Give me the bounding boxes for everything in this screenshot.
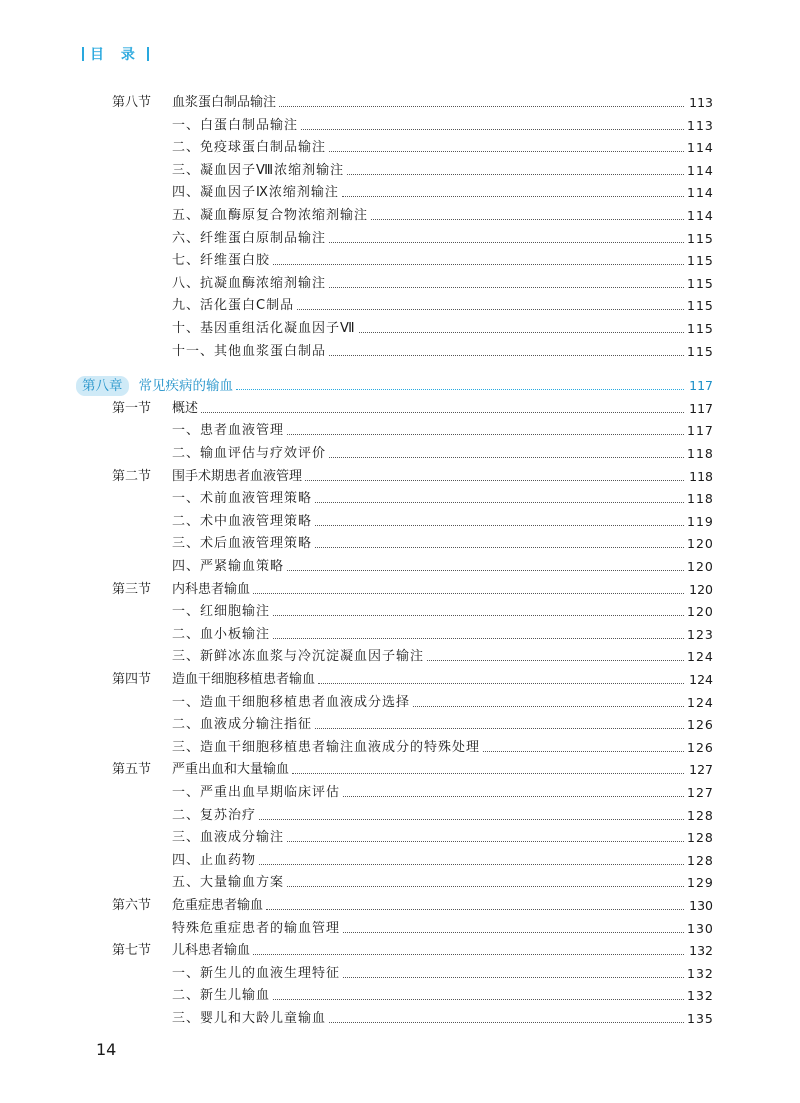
- entry-page-number: 119: [687, 513, 714, 529]
- entry-title: 儿科患者输血: [172, 943, 251, 959]
- dot-leader: [287, 840, 684, 842]
- entry-page-number: 132: [687, 988, 714, 1004]
- section-number: 第三节: [112, 581, 152, 597]
- dot-leader: [259, 818, 684, 820]
- dot-leader: [329, 150, 684, 152]
- dot-leader: [287, 569, 684, 571]
- dot-leader: [329, 241, 684, 243]
- toc-subsection-entry[interactable]: [0, 963, 800, 985]
- entry-title: 三、凝血因子Ⅷ浓缩剂输注: [172, 162, 345, 178]
- dot-leader: [266, 908, 684, 910]
- dot-leader: [329, 286, 684, 288]
- entry-title: 概述: [172, 400, 199, 416]
- entry-page-number: 132: [689, 943, 713, 959]
- toc-section-entry[interactable]: [0, 579, 800, 601]
- toc-header: [82, 44, 149, 64]
- dot-leader: [343, 931, 684, 933]
- toc-subsection-entry[interactable]: [0, 420, 800, 442]
- entry-page-number: 127: [687, 785, 714, 800]
- section-number: 第七节: [112, 943, 152, 959]
- toc-subsection-entry[interactable]: [0, 985, 800, 1007]
- entry-page-number: 115: [687, 275, 714, 291]
- entry-title: 五、大量输血方案: [172, 875, 285, 891]
- toc-subsection-entry[interactable]: [0, 601, 800, 623]
- header-bar-left: [82, 47, 84, 61]
- toc-section-entry[interactable]: [0, 669, 800, 691]
- toc-subsection-entry[interactable]: [0, 443, 800, 465]
- dot-leader: [273, 637, 684, 639]
- toc-subsection-entry[interactable]: [0, 228, 800, 250]
- dot-leader: [315, 727, 684, 729]
- toc-subsection-entry[interactable]: [0, 250, 800, 272]
- entry-page-number: 128: [687, 807, 714, 823]
- toc-subsection-entry[interactable]: [0, 624, 800, 646]
- entry-page-number: 120: [687, 559, 714, 574]
- entry-title: 内科患者输血: [172, 581, 251, 597]
- entry-page-number: 118: [687, 446, 714, 461]
- entry-page-number: 124: [687, 694, 714, 710]
- entry-page-number: 115: [687, 298, 714, 314]
- dot-leader: [273, 998, 684, 1000]
- section-number: 第六节: [112, 898, 152, 913]
- entry-title: 二、血小板输注: [172, 626, 271, 642]
- entry-page-number: 126: [687, 739, 714, 755]
- entry-page-number: 128: [687, 830, 714, 846]
- toc-subsection-entry[interactable]: [0, 273, 800, 295]
- entry-page-number: 114: [687, 140, 714, 156]
- entry-title: 一、红细胞输注: [172, 604, 271, 620]
- toc-subsection-entry[interactable]: [0, 341, 800, 363]
- dot-leader: [483, 750, 684, 752]
- toc-section-entry[interactable]: [0, 398, 800, 420]
- entry-page-number: 115: [687, 253, 714, 269]
- entry-title: 一、白蛋白制品输注: [172, 117, 299, 133]
- entry-title: 五、凝血酶原复合物浓缩剂输注: [172, 208, 369, 223]
- entry-title: 危重症患者输血: [172, 898, 264, 913]
- toc-section-entry[interactable]: [0, 466, 800, 488]
- entry-title: 一、新生儿的血液生理特征: [172, 965, 341, 981]
- entry-title: 常见疾病的输血: [138, 378, 233, 395]
- entry-page-number: 124: [689, 672, 713, 687]
- entry-title: 围手术期患者血液管理: [172, 468, 303, 484]
- section-number: 第五节: [112, 762, 152, 778]
- toc-subsection-entry[interactable]: [0, 872, 800, 894]
- entry-title: 三、婴儿和大龄儿童输血: [172, 1011, 327, 1026]
- entry-page-number: 113: [687, 117, 714, 133]
- entry-title: 一、术前血液管理策略: [172, 491, 313, 507]
- dot-leader: [315, 546, 684, 548]
- chapter-label: [76, 376, 129, 396]
- dot-leader: [305, 479, 684, 481]
- entry-title: 二、术中血液管理策略: [172, 513, 313, 529]
- entry-page-number: 128: [687, 852, 714, 868]
- dot-leader: [301, 128, 684, 130]
- header-title: 目 录: [90, 47, 141, 63]
- toc-chapter-entry[interactable]: [0, 375, 800, 397]
- entry-page-number: 118: [687, 491, 714, 507]
- entry-title: 十一、其他血浆蛋白制品: [172, 343, 327, 359]
- entry-page-number: 114: [687, 185, 714, 201]
- toc-subsection-entry[interactable]: [0, 805, 800, 827]
- dot-leader: [287, 433, 684, 435]
- section-number: 第二节: [112, 468, 152, 484]
- entry-page-number: 124: [687, 649, 714, 665]
- dot-leader: [253, 953, 684, 955]
- toc-section-entry[interactable]: [0, 92, 800, 114]
- entry-title: 造血干细胞移植患者输血: [172, 672, 316, 687]
- entry-title: 三、造血干细胞移植患者输注血液成分的特殊处理: [172, 739, 481, 755]
- section-number: 第一节: [112, 400, 152, 416]
- entry-title: 三、术后血液管理策略: [172, 536, 313, 552]
- entry-title: 九、活化蛋白C制品: [172, 298, 295, 314]
- dot-leader: [347, 173, 684, 175]
- entry-page-number: 126: [687, 717, 714, 733]
- dot-leader: [329, 1021, 684, 1023]
- entry-page-number: 117: [687, 423, 714, 439]
- entry-title: 四、严紧输血策略: [172, 559, 285, 574]
- toc-subsection-entry[interactable]: [0, 160, 800, 182]
- dot-leader: [315, 524, 684, 526]
- entry-title: 三、血液成分输注: [172, 830, 285, 846]
- entry-page-number: 130: [687, 920, 714, 936]
- entry-page-number: 115: [687, 230, 714, 246]
- entry-page-number: 120: [689, 581, 713, 597]
- entry-title: 血浆蛋白制品输注: [172, 95, 277, 110]
- entry-title: 二、新生儿输血: [172, 988, 271, 1004]
- entry-title: 特殊危重症患者的输血管理: [172, 920, 341, 936]
- entry-page-number: 123: [687, 626, 714, 642]
- entry-page-number: 132: [687, 965, 714, 981]
- entry-title: 一、患者血液管理: [172, 423, 285, 439]
- entry-page-number: 135: [687, 1011, 714, 1026]
- dot-leader: [253, 592, 684, 594]
- toc-subsection-entry[interactable]: [0, 205, 800, 227]
- dot-leader: [297, 308, 684, 310]
- toc-subsection-entry[interactable]: [0, 318, 800, 340]
- entry-title: 一、严重出血早期临床评估: [172, 785, 341, 800]
- entry-page-number: 114: [687, 208, 714, 223]
- toc-subsection-entry[interactable]: [0, 646, 800, 668]
- toc-subsection-entry[interactable]: [0, 488, 800, 510]
- toc-section-entry[interactable]: [0, 895, 800, 917]
- toc-subsection-entry[interactable]: [0, 918, 800, 940]
- entry-page-number: 130: [689, 898, 713, 913]
- toc-section-entry[interactable]: [0, 940, 800, 962]
- toc-subsection-entry[interactable]: [0, 556, 800, 578]
- toc-subsection-entry[interactable]: [0, 737, 800, 759]
- dot-leader: [343, 976, 684, 978]
- entry-title: 六、纤维蛋白原制品输注: [172, 230, 327, 246]
- entry-page-number: 127: [689, 762, 713, 778]
- chapter-number: 第八章: [82, 378, 123, 395]
- toc-subsection-entry[interactable]: [0, 182, 800, 204]
- entry-page-number: 129: [687, 875, 714, 891]
- entry-title: 八、抗凝血酶浓缩剂输注: [172, 275, 327, 291]
- toc-subsection-entry[interactable]: [0, 137, 800, 159]
- section-number: 第八节: [112, 95, 152, 110]
- header-bar-right: [147, 47, 149, 61]
- section-number: 第四节: [112, 672, 152, 687]
- entry-title: 严重出血和大量输血: [172, 762, 290, 778]
- dot-leader: [236, 388, 684, 390]
- entry-page-number: 120: [687, 604, 714, 620]
- dot-leader: [329, 354, 684, 356]
- entry-page-number: 117: [689, 378, 713, 394]
- toc-subsection-entry[interactable]: [0, 533, 800, 555]
- toc-subsection-entry[interactable]: [0, 692, 800, 714]
- dot-leader: [273, 614, 684, 616]
- entry-title: 二、血液成分输注指征: [172, 717, 313, 733]
- dot-leader: [343, 795, 684, 797]
- dot-leader: [371, 218, 684, 220]
- entry-page-number: 117: [689, 400, 713, 416]
- toc-subsection-entry[interactable]: [0, 511, 800, 533]
- page-number: 14: [96, 1040, 117, 1059]
- entry-page-number: 115: [687, 343, 714, 359]
- dot-leader: [413, 705, 684, 707]
- entry-title: 七、纤维蛋白胶: [172, 253, 271, 269]
- entry-page-number: 114: [687, 162, 714, 178]
- entry-title: 二、免疫球蛋白制品输注: [172, 140, 327, 156]
- toc-subsection-entry[interactable]: [0, 782, 800, 804]
- entry-title: 四、凝血因子Ⅸ浓缩剂输注: [172, 185, 339, 201]
- dot-leader: [342, 195, 684, 197]
- dot-leader: [292, 772, 684, 774]
- entry-page-number: 118: [689, 468, 713, 484]
- dot-leader: [318, 682, 684, 684]
- entry-title: 三、新鲜冰冻血浆与冷沉淀凝血因子输注: [172, 649, 425, 665]
- toc-subsection-entry[interactable]: [0, 850, 800, 872]
- toc-subsection-entry[interactable]: [0, 827, 800, 849]
- toc-subsection-entry[interactable]: [0, 115, 800, 137]
- dot-leader: [259, 863, 684, 865]
- dot-leader: [287, 885, 684, 887]
- dot-leader: [273, 263, 684, 265]
- toc-subsection-entry[interactable]: [0, 1008, 800, 1030]
- dot-leader: [315, 501, 684, 503]
- entry-title: 十、基因重组活化凝血因子Ⅶ: [172, 321, 356, 336]
- entry-title: 二、复苏治疗: [172, 807, 257, 823]
- entry-title: 四、止血药物: [172, 852, 257, 868]
- dot-leader: [329, 456, 684, 458]
- entry-page-number: 113: [689, 95, 713, 110]
- entry-page-number: 120: [687, 536, 714, 552]
- entry-title: 二、输血评估与疗效评价: [172, 446, 327, 461]
- toc-subsection-entry[interactable]: [0, 295, 800, 317]
- dot-leader: [279, 105, 684, 107]
- dot-leader: [201, 411, 684, 413]
- toc-subsection-entry[interactable]: [0, 714, 800, 736]
- entry-title: 一、造血干细胞移植患者血液成分选择: [172, 694, 411, 710]
- dot-leader: [427, 659, 684, 661]
- toc-section-entry[interactable]: [0, 759, 800, 781]
- dot-leader: [359, 331, 684, 333]
- entry-page-number: 115: [687, 321, 714, 336]
